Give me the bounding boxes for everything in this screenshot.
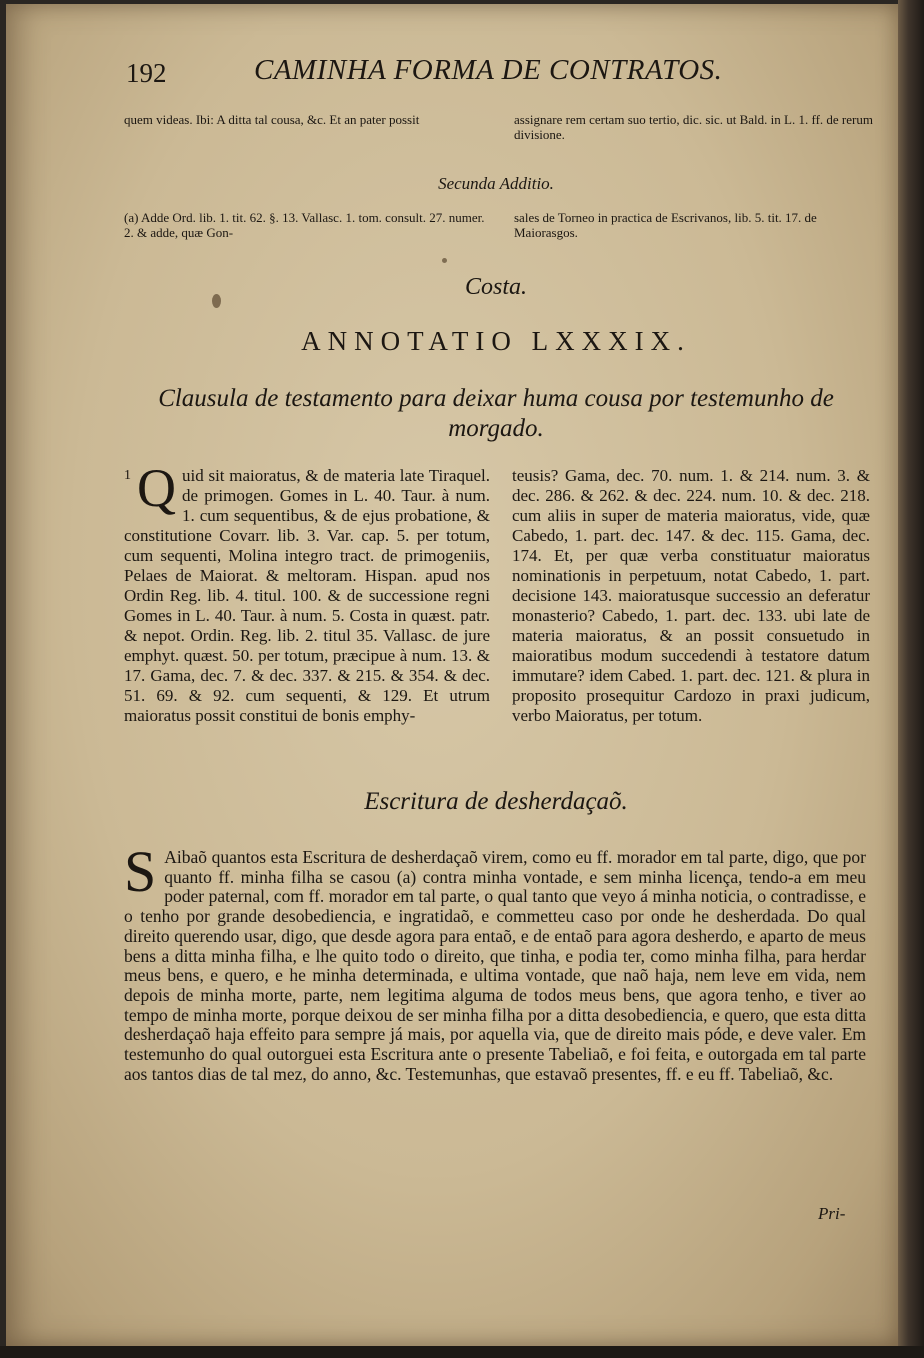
clausula-heading: Clausula de testamento para deixar huma cousa por testemunho de morgado. bbox=[158, 385, 834, 442]
top-note-right: assignare rem certam suo tertio, dic. sic. ut Bald. in L. 1. ff. de rerum divisione. bbox=[514, 112, 873, 142]
book-edge-right bbox=[898, 0, 924, 1358]
page-number: 192 bbox=[126, 58, 167, 88]
catchword: Pri- bbox=[818, 1204, 846, 1223]
annotation-column-right bbox=[512, 466, 870, 726]
book-edge-bottom bbox=[0, 1346, 924, 1358]
deed-drop-cap: S bbox=[124, 839, 157, 904]
secunda-additio-title: Secunda Additio. bbox=[438, 174, 554, 193]
costa-heading: Costa. bbox=[464, 274, 527, 300]
top-note-left: quem videas. Ibi: A ditta tal cousa, &c. Et an pater possit bbox=[124, 112, 420, 127]
paragraph-number: 1 bbox=[124, 468, 131, 483]
escritura-heading: Escritura de desherdaçaõ. bbox=[364, 788, 628, 815]
secunda-note-left: (a) Adde Ord. lib. 1. tit. 62. §. 13. Vallasc. 1. tom. consult. 27. numer. 2. & adde, quæ Gon- bbox=[124, 210, 485, 240]
annotation-column-left bbox=[124, 458, 490, 726]
book-page bbox=[6, 4, 898, 1346]
running-head: CAMINHA FORMA DE CONTRATOS. bbox=[254, 54, 723, 86]
annotation-text-left: uid sit maioratus, & de materia late Tiraquel. de primogen. Gomes in L. 40. Taur. à num. 1. cum sequentibus, & de ejus probatione, & constitutione Covarr. lib. 3. Var. cap. 5. per totum, cum sequenti, Molina integro tract. de primogeniis, Pelaes de Maiorat. & meltoram. Hispan. apud nos Ordin Reg. lib. 4. titul. 100. & de successione regni Gomes in L. 40. Taur. à num. 5. Costa in quæst. patr. & nepot. Ordin. Reg. lib. 2. titul 35. Vallasc. de jure emphyt. quæst. 50. per totum, præcipue à num. 13. & 17. Gama, dec. 7. & dec. 337. & 215. & 354. & dec. 51. 69. & 92. cum sequenti, & 129. Et utrum maioratus possit constitui de bonis emphy- bbox=[124, 466, 490, 725]
page-header bbox=[126, 54, 766, 94]
deed-paragraph bbox=[124, 839, 866, 1084]
annotation-text-right: teusis? Gama, dec. 70. num. 1. & 214. num. 3. & dec. 286. & 262. & dec. 224. num. 10. & dec. 218. cum aliis in super de materia maioratus, vide, quæ Cabedo, 1. part. dec. 147. & dec. 115. Gama, dec. 174. Et, per quæ verba constituatur maioratus nominationis in perpetuum, notat Cabedo, 1. part. decisione 143. maioratusque successio an deferatur monasterio? Cabedo, 1. part. dec. 133. ubi late de materia maioratus, & an possit consuetudo in maioratibus modum succedendi à testatore datum immutare? idem Cabed. 1. part. dec. 121. & plura in proposito prosequitur Cardozo in praxi judicum, verbo Maioratus, per totum. bbox=[512, 466, 870, 725]
deed-text: Aibaõ quantos esta Escritura de desherdaçaõ virem, como eu ff. morador em tal parte, digo, que por quanto ff. minha filha se casou (a) contra minha vontade, e sem minha licença, tendo-a em meu poder paternal, com ff. morador em tal parte, o qual tanto que veyo á minha noticia, o contradisse, e o tenho por grande desobediencia, e ingratidaõ, e commetteu caso por onde he desherdada. Do qual direito querendo usar, digo, que desde agora para entaõ, e de entaõ para agora desherdo, e aparto de meus bens a ditta minha filha, e lhe quito todo o direito, que tinha, e podia ter, como minha filha, para herdar meus bens, e quero, e he minha determinada, e ultima vontade, que naõ haja, nem leve em vida, nem depois de minha morte, parte, nem legitima alguma de todos meus bens, que agora tenho, e tiver ao tempo de minha morte, porque deixou de ser minha filha por a ditta desobediencia, e quero, que esta ditta desherdaçaõ haja effeito para sempre já mais, por aquella via, que de direito mais póde, e deve valer. Em testemunho do qual outorguei esta Escritura ante o presente Tabeliaõ, e foi feita, e outorgada em tal parte aos tantos dias de tal mez, do anno, &c. Testemunhas, que estavaõ presentes, ff. e eu ff. Tabeliaõ, &c. bbox=[124, 847, 866, 1084]
ink-speck bbox=[442, 258, 447, 263]
drop-cap: Q bbox=[137, 458, 176, 518]
annotatio-heading: ANNOTATIO LXXXIX. bbox=[301, 326, 691, 356]
secunda-note-right: sales de Torneo in practica de Escrivanos, lib. 5. tit. 17. de Maiorasgos. bbox=[514, 210, 817, 240]
